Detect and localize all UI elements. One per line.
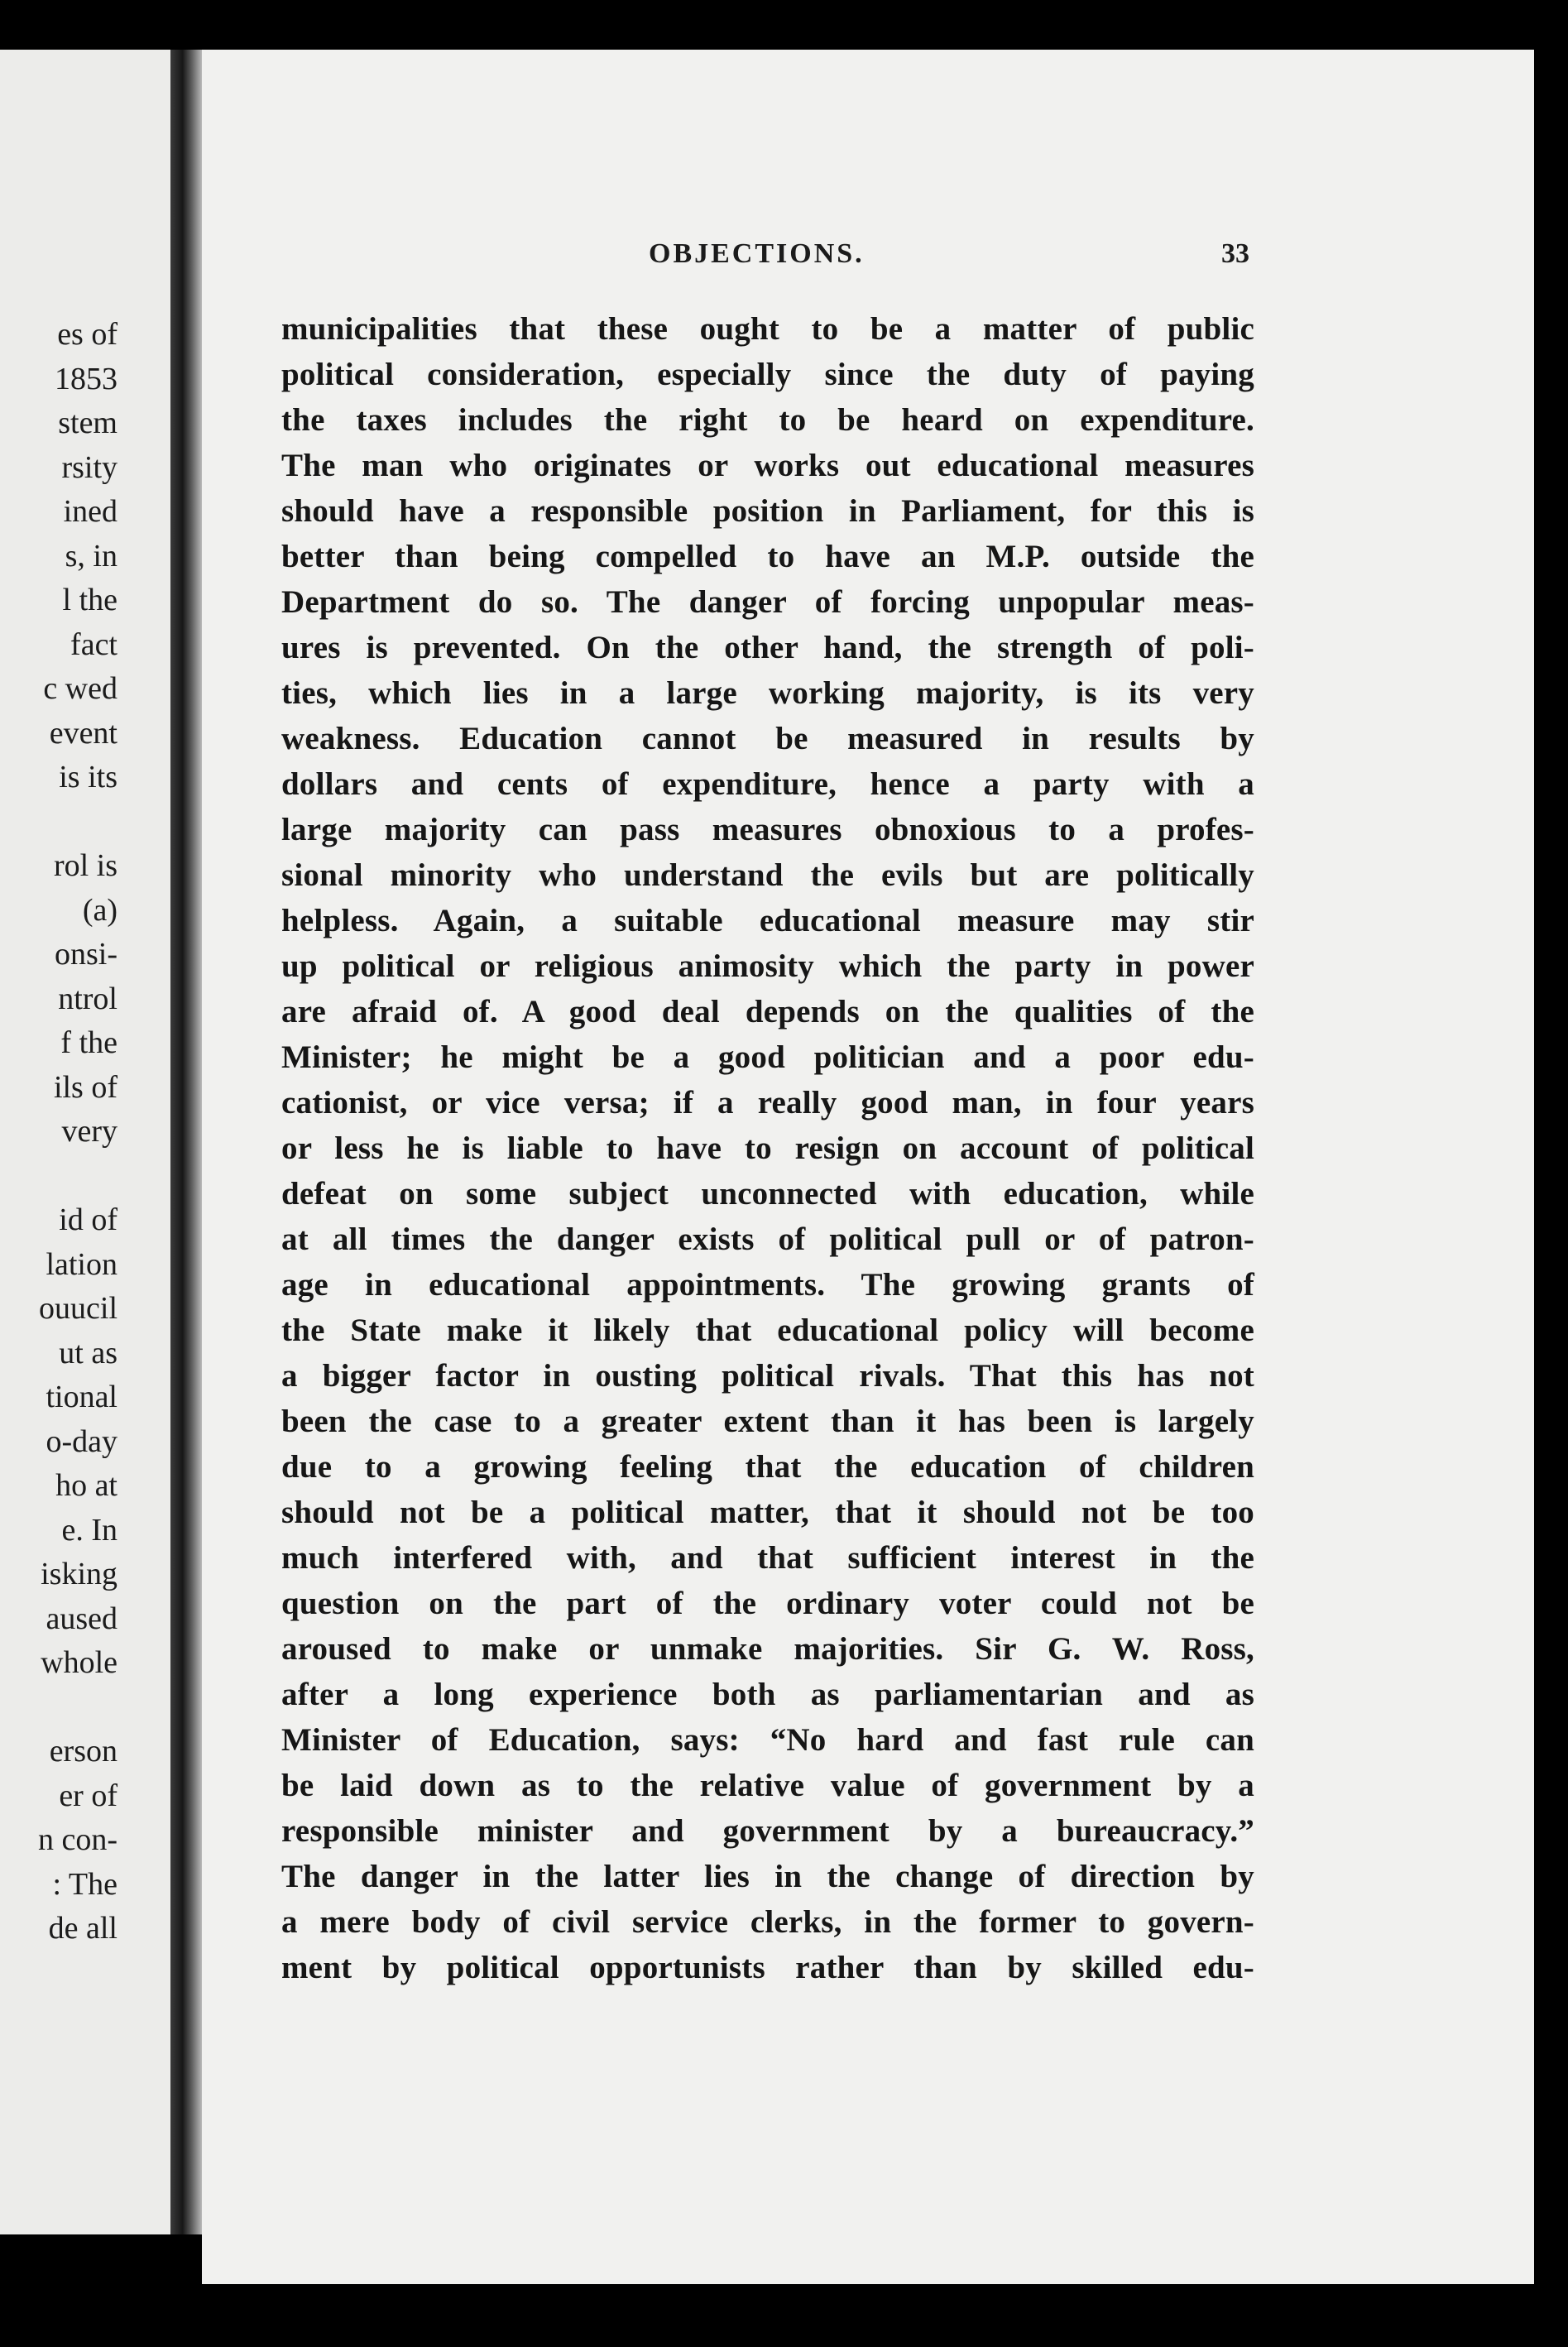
left-page-line-fragment: o-day [46, 1423, 117, 1459]
left-page-line-fragment: c wed [43, 671, 117, 706]
text-line: should not be a political matter, that it should not be too [281, 1495, 1254, 1530]
text-line: helpless. Again, a suitable educational measure may stir [281, 903, 1254, 938]
left-page-line-fragment: whole [41, 1645, 117, 1680]
left-page-line-fragment: e. In [61, 1512, 117, 1548]
left-page-line-fragment: n con- [37, 1822, 117, 1857]
left-page-line-fragment: aused [46, 1601, 117, 1636]
left-page-line-fragment: very [61, 1114, 117, 1149]
left-page-line-fragment: s, in [65, 538, 117, 574]
text-line: The man who originates or works out educational measures [281, 448, 1254, 483]
text-line: large majority can pass measures obnoxious to a profes- [281, 812, 1254, 847]
left-page-line-fragment: de all [48, 1911, 117, 1946]
left-page-line-fragment: es of [57, 317, 117, 352]
text-line: the taxes includes the right to be heard on expenditure. [281, 402, 1254, 438]
book-gutter-shadow [170, 50, 205, 2234]
left-page-line-fragment: ined [63, 494, 117, 529]
left-page-line-fragment: stem [58, 406, 117, 440]
text-line: age in educational appointments. The growing grants of [281, 1267, 1254, 1303]
left-page-line-fragment: rol is [53, 848, 117, 883]
left-page-line-fragment: erson [49, 1734, 117, 1769]
text-line: political consideration, especially since the duty of paying [281, 357, 1254, 392]
text-line: or less he is liable to have to resign on account of political [281, 1130, 1254, 1166]
left-page-line-fragment: id of [59, 1202, 117, 1237]
left-facing-page-fragment [0, 50, 182, 2234]
text-line: cationist, or vice versa; if a really good man, in four years [281, 1085, 1254, 1121]
left-page-line-fragment: is its [59, 760, 117, 794]
left-page-line-fragment: (a) [82, 892, 117, 928]
text-line: been the case to a greater extent than it has been is largely [281, 1404, 1254, 1439]
text-line: the State make it likely that educational policy will become [281, 1313, 1254, 1348]
text-line: at all times the danger exists of political pull or of patron- [281, 1221, 1254, 1257]
left-page-line-fragment: er of [59, 1778, 117, 1813]
right-page [202, 50, 1534, 2284]
left-page-line-fragment: 1853 [55, 361, 117, 396]
body-text [281, 306, 1254, 1990]
text-line: are afraid of. A good deal depends on the qualities of the [281, 994, 1254, 1030]
text-line: ures is prevented. On the other hand, the strength of poli- [281, 630, 1254, 665]
text-line: much interfered with, and that sufficient interest in the [281, 1540, 1254, 1576]
page-number: 33 [1221, 238, 1249, 269]
text-line: should have a responsible position in Parliament, for this is [281, 493, 1254, 529]
left-page-line-fragment: l the [62, 583, 117, 617]
left-page-line-fragment: rsity [61, 449, 117, 485]
left-page-line-fragment: ouucil [39, 1291, 117, 1326]
text-line: Department do so. The danger of forcing unpopular meas- [281, 584, 1254, 620]
left-page-line-fragment: fact [70, 626, 117, 662]
left-page-line-fragment: ut as [59, 1335, 117, 1370]
left-page-line-fragment: isking [41, 1557, 117, 1591]
text-line: The danger in the latter lies in the change of direction by [281, 1859, 1254, 1894]
left-page-line-fragment: lation [46, 1246, 117, 1282]
text-line: sional minority who understand the evils but are politically [281, 857, 1254, 893]
text-line: Minister; he might be a good politician and a poor edu- [281, 1039, 1254, 1075]
text-line: up political or religious animosity which the party in power [281, 948, 1254, 984]
text-line: defeat on some subject unconnected with education, while [281, 1176, 1254, 1212]
text-line: weakness. Education cannot be measured in results by [281, 721, 1254, 756]
left-page-line-fragment: tional [46, 1380, 117, 1414]
text-line: be laid down as to the relative value of government by a [281, 1768, 1254, 1803]
left-page-line-fragment: : The [52, 1866, 117, 1902]
text-line: responsible minister and government by a bureaucracy.” [281, 1813, 1254, 1849]
text-line: dollars and cents of expenditure, hence a party with a [281, 766, 1254, 802]
text-line: Minister of Education, says: “No hard and fast rule can [281, 1722, 1254, 1758]
text-line: better than being compelled to have an M.P. outside the [281, 539, 1254, 574]
text-line: ment by political opportunists rather than by skilled edu- [281, 1950, 1254, 1985]
text-line: a mere body of civil service clerks, in the former to govern- [281, 1904, 1254, 1940]
text-line: question on the part of the ordinary voter could not be [281, 1586, 1254, 1621]
left-page-line-fragment: ils of [53, 1069, 117, 1105]
left-page-line-fragment: ho at [55, 1468, 117, 1503]
running-head: OBJECTIONS. [649, 238, 865, 269]
left-page-line-fragment: f the [60, 1025, 117, 1060]
text-line: due to a growing feeling that the education of children [281, 1449, 1254, 1485]
text-line: after a long experience both as parliamentarian and as [281, 1677, 1254, 1712]
text-line: municipalities that these ought to be a matter of public [281, 311, 1254, 347]
text-line: a bigger factor in ousting political rivals. That this has not [281, 1358, 1254, 1394]
text-line: ties, which lies in a large working majority, is its very [281, 675, 1254, 711]
left-page-line-fragment: ntrol [58, 981, 117, 1016]
page-header [202, 238, 1534, 271]
left-page-line-fragment: onsi- [55, 937, 117, 972]
left-page-line-fragment: event [49, 715, 117, 751]
text-line: aroused to make or unmake majorities. Sir G. W. Ross, [281, 1631, 1254, 1667]
